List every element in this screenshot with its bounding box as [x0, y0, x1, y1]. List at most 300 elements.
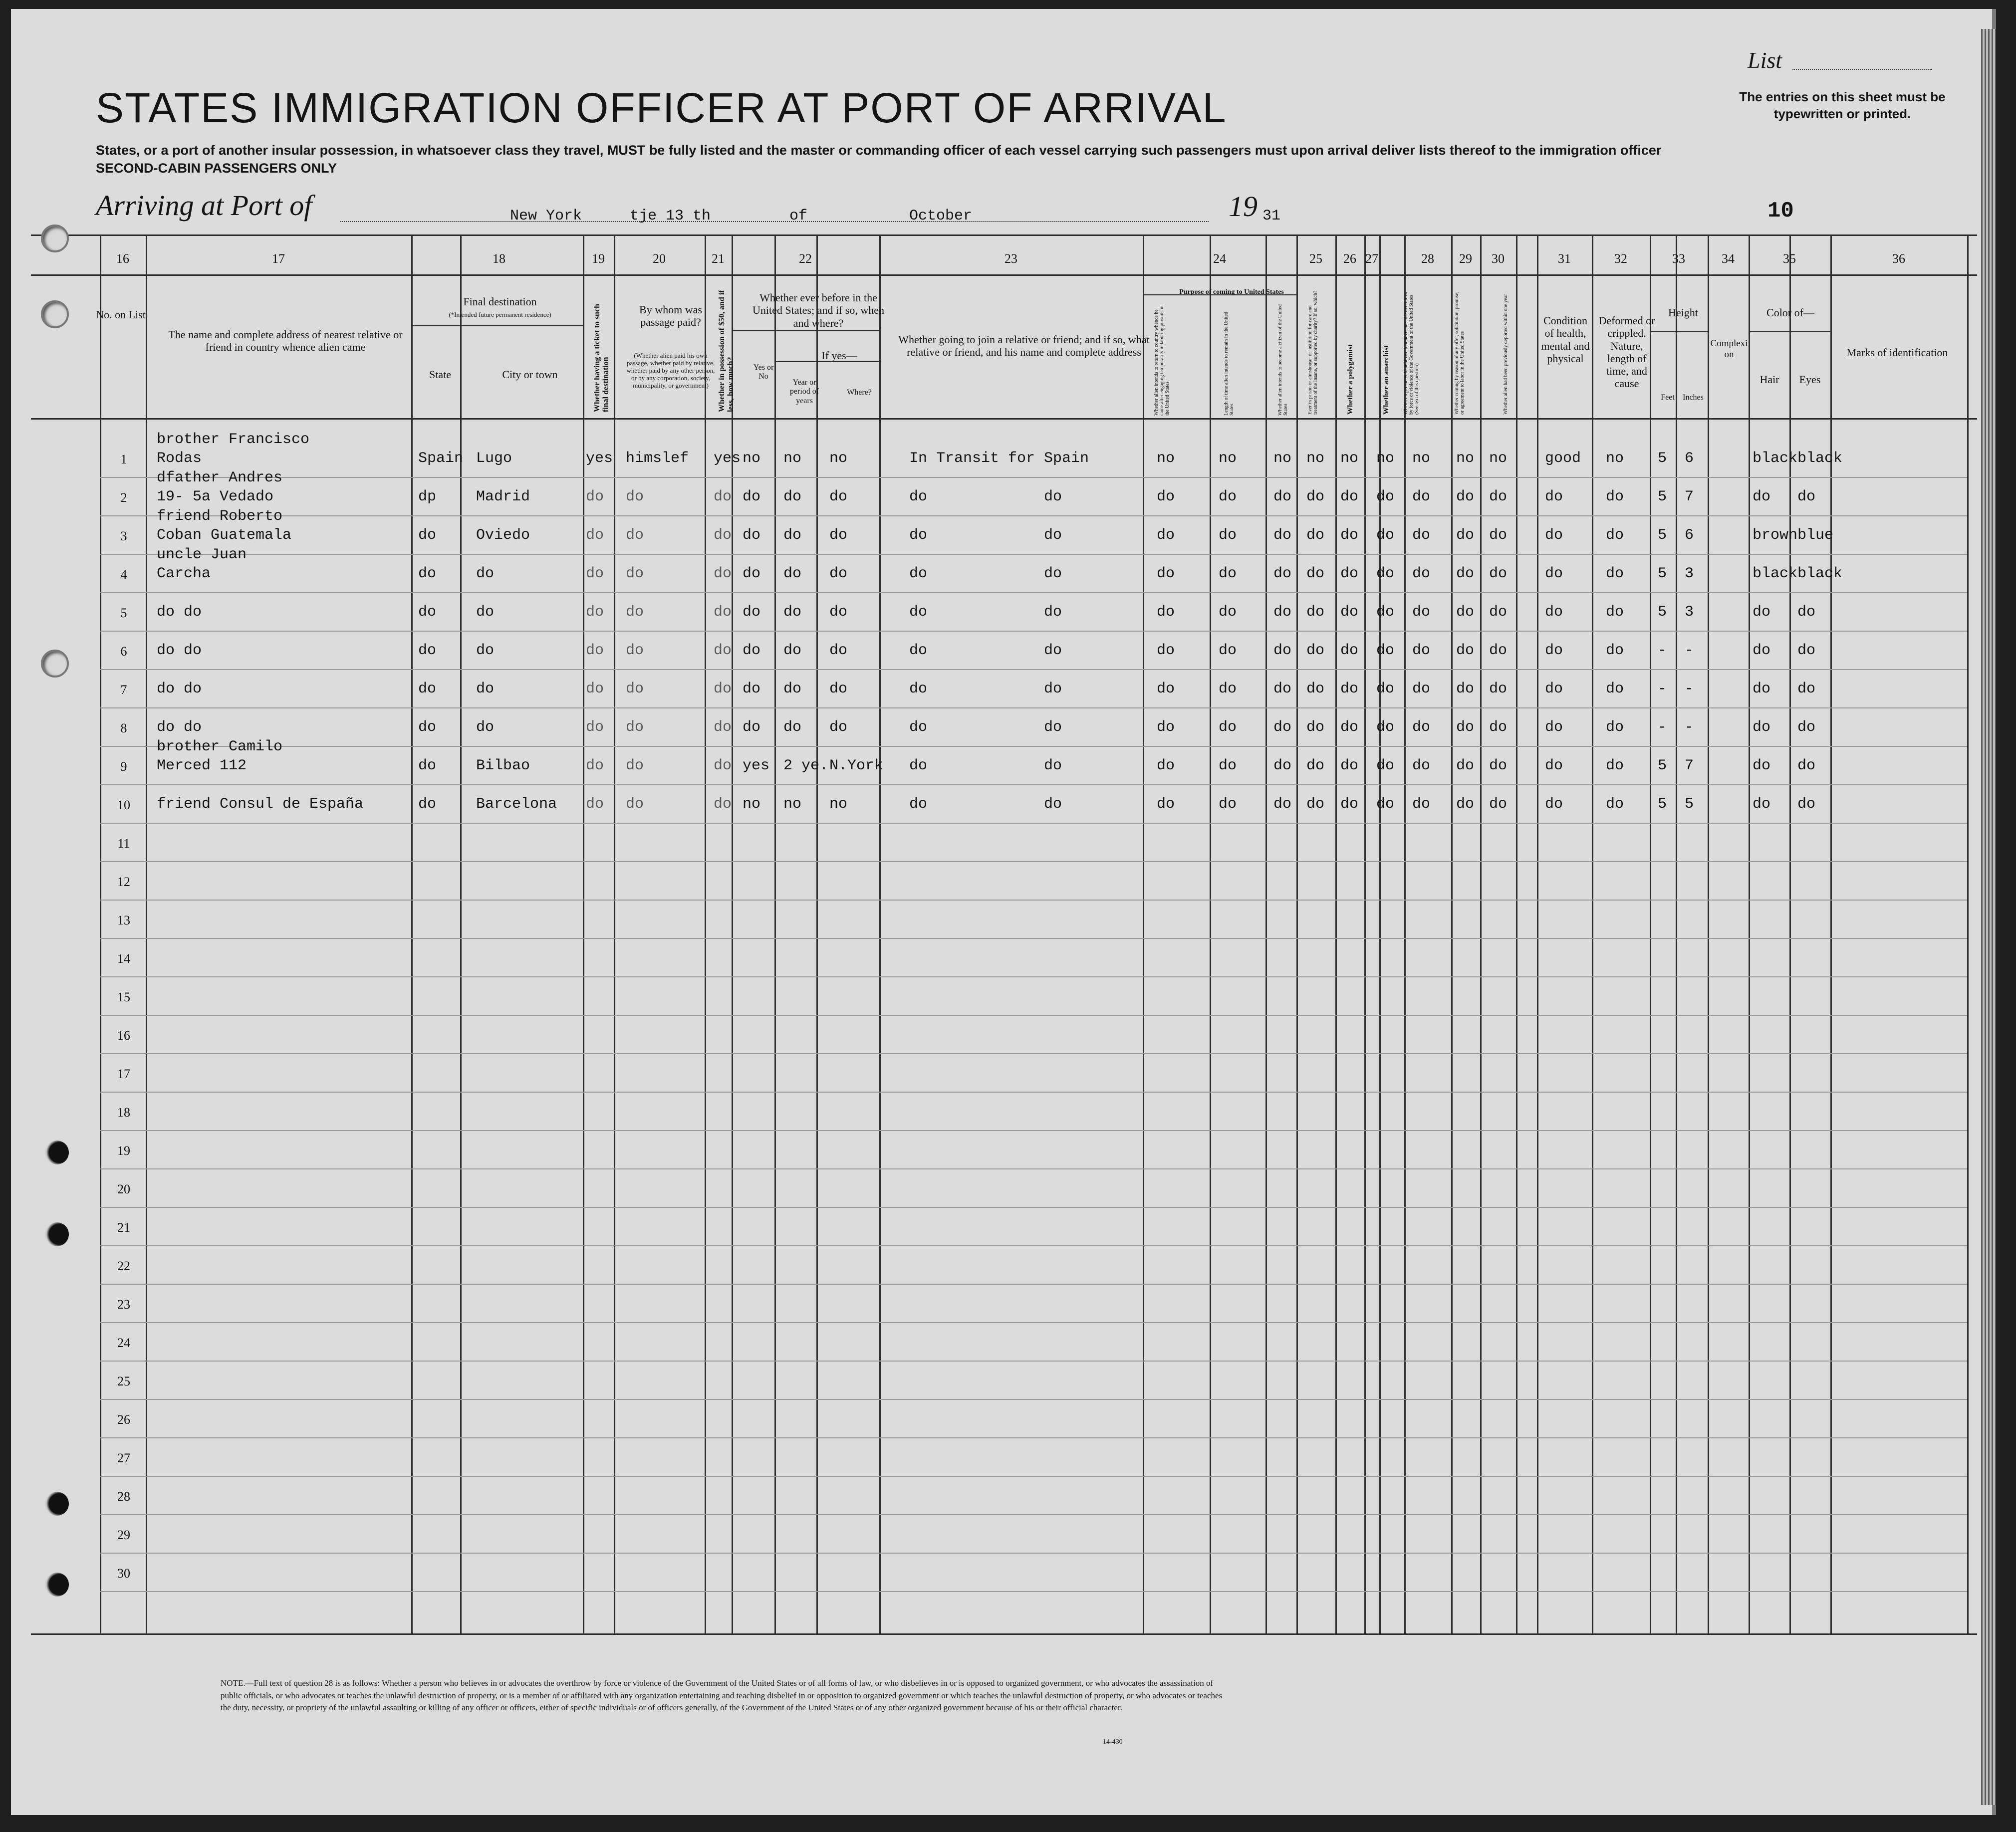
q28-cell: do — [1412, 604, 1431, 621]
purpose-return-cell: do — [1157, 604, 1175, 621]
year-suffix: 31 — [1262, 208, 1281, 225]
destination-state: do — [418, 604, 437, 621]
hair-color-cell: do — [1753, 757, 1771, 774]
money-cell: do — [714, 796, 732, 813]
column-rule — [1708, 234, 1709, 1633]
health-cell: good — [1545, 450, 1581, 467]
deformed-cell: do — [1606, 527, 1624, 544]
height-inches-cell: - — [1685, 719, 1694, 736]
relative-address: Carcha — [157, 565, 211, 582]
anarchist-cell: do — [1376, 796, 1395, 813]
header-final-destination: Final destination — [463, 295, 537, 308]
joining-cell: do — [1044, 527, 1062, 544]
passage-cell: do — [626, 681, 644, 697]
q28-cell: do — [1412, 527, 1431, 544]
anarchist-cell: no — [1376, 450, 1395, 467]
labor-offer-cell: do — [1456, 796, 1475, 813]
period-cell: do — [783, 527, 802, 544]
column-number: 27 — [1365, 251, 1378, 266]
destination-city: do — [476, 642, 495, 659]
column-rule — [1364, 234, 1366, 1633]
port-name: New York — [510, 208, 582, 225]
height-feet-cell: - — [1658, 719, 1667, 736]
joining-cell: do — [1044, 719, 1062, 736]
row-rule — [100, 1284, 1967, 1285]
purpose-length-cell: do — [1219, 488, 1237, 505]
row-rule — [100, 1399, 1967, 1400]
polygamist-cell: do — [1340, 681, 1359, 697]
purpose-length-cell: do — [1219, 796, 1237, 813]
purpose-length-cell: do — [1219, 604, 1237, 621]
purpose-citizen-cell: do — [1273, 796, 1292, 813]
row-number: 17 — [117, 1067, 130, 1081]
hair-color-cell: black — [1753, 565, 1798, 582]
column-rule — [774, 234, 776, 1633]
deformed-cell: do — [1606, 642, 1624, 659]
labor-offer-cell: do — [1456, 681, 1475, 697]
column-rule — [1451, 234, 1453, 1633]
prison-cell: no — [1306, 450, 1325, 467]
relative-name: friend Roberto — [157, 508, 283, 525]
prison-cell: do — [1306, 681, 1325, 697]
prison-cell: do — [1306, 604, 1325, 621]
row-number: 30 — [117, 1566, 130, 1581]
column-rule — [146, 234, 147, 1633]
joining-cell: do — [909, 642, 928, 659]
polygamist-cell: do — [1340, 719, 1359, 736]
row-rule — [100, 900, 1967, 901]
column-rule — [1592, 234, 1593, 1633]
row-rule — [100, 554, 1967, 555]
q28-cell: do — [1412, 565, 1431, 582]
row-rule — [100, 823, 1967, 824]
column-number: 18 — [493, 251, 505, 266]
money-cell: do — [714, 527, 732, 544]
column-number: 21 — [712, 251, 725, 266]
header-sub-rule — [1749, 331, 1830, 332]
column-rule — [732, 234, 733, 1633]
punch-hole — [41, 300, 69, 328]
polygamist-cell: do — [1340, 488, 1359, 505]
purpose-citizen-cell: no — [1273, 450, 1292, 467]
prison-cell: do — [1306, 488, 1325, 505]
polygamist-cell: do — [1340, 565, 1359, 582]
relative-address: do do — [157, 719, 202, 736]
purpose-length-cell: do — [1219, 565, 1237, 582]
eye-color-cell: do — [1797, 488, 1816, 505]
row-rule — [100, 1130, 1967, 1131]
hair-color-cell: do — [1753, 488, 1771, 505]
period-cell: do — [783, 681, 802, 697]
destination-city: Lugo — [476, 450, 512, 467]
polygamist-cell: do — [1340, 757, 1359, 774]
row-number: 11 — [117, 836, 130, 851]
hair-color-cell: brown — [1753, 527, 1798, 544]
height-feet-cell: 5 — [1658, 488, 1667, 505]
before-us-cell: do — [743, 565, 761, 582]
row-rule — [100, 592, 1967, 593]
relative-name: uncle Juan — [157, 546, 247, 563]
destination-state: do — [418, 527, 437, 544]
labor-offer-cell: do — [1456, 565, 1475, 582]
before-us-cell: no — [743, 796, 761, 813]
money-cell: do — [714, 681, 732, 697]
column-number-border — [31, 274, 1977, 276]
ticket-cell: do — [586, 565, 604, 582]
column-number: 31 — [1558, 251, 1571, 266]
header-sub-rule — [411, 325, 583, 326]
purpose-return-cell: do — [1157, 719, 1175, 736]
row-number: 18 — [117, 1105, 130, 1120]
before-us-cell: do — [743, 719, 761, 736]
purpose-citizen-cell: do — [1273, 681, 1292, 697]
row-number: 7 — [120, 683, 127, 697]
relative-address: Rodas — [157, 450, 202, 467]
destination-state: do — [418, 565, 437, 582]
height-feet-cell: 5 — [1658, 565, 1667, 582]
header-ticket: Whether having a ticket to such final destination — [593, 303, 610, 412]
anarchist-cell: do — [1376, 757, 1395, 774]
row-number: 21 — [117, 1220, 130, 1235]
deported-cell: do — [1489, 796, 1508, 813]
relative-name: dfather Andres — [157, 469, 283, 486]
purpose-return-cell: do — [1157, 565, 1175, 582]
destination-state: Spain — [418, 450, 464, 467]
row-rule — [100, 938, 1967, 939]
purpose-citizen-cell: do — [1273, 527, 1292, 544]
row-rule — [100, 784, 1967, 785]
anarchist-cell: do — [1376, 488, 1395, 505]
purpose-return-cell: do — [1157, 527, 1175, 544]
purpose-citizen-cell: do — [1273, 565, 1292, 582]
row-rule — [100, 1437, 1967, 1438]
before-us-cell: do — [743, 488, 761, 505]
labor-offer-cell: no — [1456, 450, 1475, 467]
cabin-class: SECOND-CABIN PASSENGERS ONLY — [96, 161, 337, 176]
row-rule — [100, 1322, 1967, 1323]
hair-color-cell: do — [1753, 681, 1771, 697]
hair-color-cell: do — [1753, 604, 1771, 621]
header-inches: Inches — [1683, 393, 1704, 402]
destination-state: do — [418, 719, 437, 736]
relative-name: brother Francisco — [157, 431, 310, 448]
column-number: 32 — [1614, 251, 1627, 266]
row-rule — [100, 477, 1967, 478]
arriving-line — [340, 221, 1209, 222]
height-inches-cell: 6 — [1685, 527, 1694, 544]
row-rule — [100, 1207, 1967, 1208]
ticket-cell: do — [586, 488, 604, 505]
header-hair: Hair — [1760, 373, 1779, 386]
column-number: 24 — [1213, 251, 1226, 266]
destination-city: do — [476, 604, 495, 621]
header-col30: Whether alien had been previously deported within one year — [1503, 294, 1509, 415]
relative-name: brother Camilo — [157, 738, 283, 755]
relative-address: do do — [157, 681, 202, 697]
deformed-cell: do — [1606, 604, 1624, 621]
of-label: of — [789, 208, 808, 225]
header-col25: Ever in prison or almshouse, or institution for care and treatment of the insane, or supported by charity? If so, which? — [1307, 290, 1318, 415]
column-rule — [1676, 234, 1677, 1633]
column-rule — [879, 234, 881, 1633]
header-yes-no: Yes or No — [753, 363, 774, 381]
deported-cell: no — [1489, 450, 1508, 467]
joining-cell: do — [909, 488, 928, 505]
purpose-citizen-cell: do — [1273, 604, 1292, 621]
destination-state: do — [418, 642, 437, 659]
sheet-number: 10 — [1767, 199, 1794, 224]
where-cell: do — [829, 565, 848, 582]
destination-state: do — [418, 681, 437, 697]
column-rule — [1789, 234, 1791, 1633]
hair-color-cell: do — [1753, 719, 1771, 736]
prison-cell: do — [1306, 527, 1325, 544]
where-cell: do — [829, 488, 848, 505]
labor-offer-cell: do — [1456, 488, 1475, 505]
height-feet-cell: 5 — [1658, 450, 1667, 467]
joining-cell: do — [1044, 681, 1062, 697]
punch-hole — [45, 1141, 69, 1164]
purpose-return-cell: no — [1157, 450, 1175, 467]
labor-offer-cell: do — [1456, 719, 1475, 736]
eye-color-cell: do — [1797, 681, 1816, 697]
destination-city: do — [476, 565, 495, 582]
destination-state: do — [418, 796, 437, 813]
anarchist-cell: do — [1376, 565, 1395, 582]
column-rule — [1537, 234, 1538, 1633]
destination-state: do — [418, 757, 437, 774]
header-possession: Whether in possession of $50, and if less, how much? — [718, 290, 735, 412]
row-number: 15 — [117, 990, 130, 1004]
header-bottom-border — [31, 418, 1977, 420]
joining-cell: do — [1044, 757, 1062, 774]
row-number: 27 — [117, 1451, 130, 1465]
money-cell: do — [714, 488, 732, 505]
money-cell: do — [714, 642, 732, 659]
height-inches-cell: 7 — [1685, 757, 1694, 774]
ticket-cell: do — [586, 642, 604, 659]
ticket-cell: do — [586, 796, 604, 813]
punch-hole — [45, 1573, 69, 1597]
money-cell: do — [714, 719, 732, 736]
destination-city: Barcelona — [476, 796, 557, 813]
row-number: 13 — [117, 913, 130, 927]
column-rule — [816, 234, 818, 1633]
joining-cell: do — [1044, 642, 1062, 659]
anarchist-cell: do — [1376, 527, 1395, 544]
column-number: 23 — [1005, 251, 1017, 266]
header-passage-note: (Whether alien paid his own passage, whether paid by relative, whether paid by any other person, or by any corporation, society, municipality, or government) — [626, 352, 715, 389]
purpose-return-cell: do — [1157, 796, 1175, 813]
row-rule — [100, 707, 1967, 708]
row-number: 8 — [120, 721, 127, 735]
arriving-label: Arriving at Port of — [96, 189, 312, 222]
column-number: 29 — [1459, 251, 1472, 266]
before-us-cell: yes — [743, 757, 770, 774]
column-rule — [1404, 234, 1406, 1633]
typewritten-note: The entries on this sheet must be typewritten or printed. — [1739, 89, 1946, 121]
hair-color-cell: do — [1753, 796, 1771, 813]
where-cell: N.York — [829, 757, 884, 774]
header-relative: The name and complete address of nearest relative or friend in country whence alien came — [168, 328, 403, 354]
header-purpose-b: Length of time alien intends to remain in the United States — [1224, 311, 1235, 416]
deported-cell: do — [1489, 757, 1508, 774]
form-code: 14-430 — [1103, 1738, 1123, 1746]
prison-cell: do — [1306, 719, 1325, 736]
height-inches-cell: 3 — [1685, 565, 1694, 582]
list-line — [1792, 69, 1932, 70]
purpose-length-cell: do — [1219, 681, 1237, 697]
column-number: 35 — [1783, 251, 1796, 266]
passage-cell: do — [626, 527, 644, 544]
footnote-question-28: NOTE.—Full text of question 28 is as follows: Whether a person who believes in or advocates the overthrow by force or violence of the Government of the United States or of all forms of law, or who disbelieves in or is opposed to organized government, or who advocates the assassination of public officials, or who advocates or teaches the unlawful destruction of property, or is a member of or affiliated with any organization entertaining and teaching disbelief in or opposition to organized government or which teaches the unlawful destruction of property, or who advocates or teaches the duty, necessity, or propriety of the unlawful assaulting or killing of any officer or officers, either of specific individuals or of officers generally, of the Government of the United States or of any other organized government because of his or their official character. — [221, 1678, 1223, 1713]
row-rule — [100, 1553, 1967, 1554]
ticket-cell: do — [586, 757, 604, 774]
column-rule — [583, 234, 584, 1633]
header-col26: Whether a polygamist — [1346, 344, 1354, 415]
polygamist-cell: do — [1340, 796, 1359, 813]
labor-offer-cell: do — [1456, 642, 1475, 659]
purpose-length-cell: do — [1219, 642, 1237, 659]
column-rule — [1379, 234, 1381, 1633]
money-cell: do — [714, 565, 732, 582]
eye-color-cell: do — [1797, 796, 1816, 813]
destination-city: do — [476, 681, 495, 697]
period-cell: no — [783, 450, 802, 467]
period-cell: do — [783, 642, 802, 659]
deported-cell: do — [1489, 604, 1508, 621]
where-cell: do — [829, 642, 848, 659]
punch-hole — [45, 1492, 69, 1516]
polygamist-cell: no — [1340, 450, 1359, 467]
column-number: 28 — [1421, 251, 1434, 266]
height-inches-cell: 6 — [1685, 450, 1694, 467]
relative-address: 19- 5a Vedado — [157, 488, 274, 505]
row-number: 9 — [120, 759, 127, 774]
header-no-on-list: No. on List — [96, 308, 146, 321]
header-complexion: Complexion — [1710, 338, 1748, 360]
header-col29: Whether coming by reason of any offer, solicitation, promise, or agreement to labor in the United States — [1454, 291, 1465, 415]
table-bottom-border — [31, 1633, 1977, 1635]
height-inches-cell: - — [1685, 642, 1694, 659]
anarchist-cell: do — [1376, 604, 1395, 621]
header-if-yes: If yes— — [821, 349, 857, 362]
column-rule — [411, 234, 413, 1633]
destination-city: Bilbao — [476, 757, 530, 774]
row-rule — [100, 1092, 1967, 1093]
row-rule — [100, 1168, 1967, 1169]
row-rule — [100, 1245, 1967, 1246]
anarchist-cell: do — [1376, 642, 1395, 659]
form-title: STATES IMMIGRATION OFFICER AT PORT OF ARRIVAL — [96, 84, 1227, 131]
joining-cell: do — [1044, 796, 1062, 813]
row-number: 16 — [117, 1028, 130, 1043]
row-number: 6 — [120, 644, 127, 659]
header-before-us: Whether ever before in the United States; and if so, when and where? — [753, 291, 884, 329]
height-feet-cell: - — [1658, 642, 1667, 659]
joining-cell: In Transit for Spain — [909, 450, 1089, 467]
row-number: 22 — [117, 1259, 130, 1273]
arrival-month: October — [909, 208, 973, 225]
row-rule — [100, 669, 1967, 670]
purpose-return-cell: do — [1157, 642, 1175, 659]
polygamist-cell: do — [1340, 604, 1359, 621]
ticket-cell: do — [586, 681, 604, 697]
period-cell: do — [783, 604, 802, 621]
height-inches-cell: 3 — [1685, 604, 1694, 621]
labor-offer-cell: do — [1456, 604, 1475, 621]
height-feet-cell: - — [1658, 681, 1667, 697]
eye-color-cell: do — [1797, 719, 1816, 736]
passage-cell: do — [626, 719, 644, 736]
row-number: 28 — [117, 1489, 130, 1504]
q28-cell: do — [1412, 757, 1431, 774]
purpose-return-cell: do — [1157, 488, 1175, 505]
before-us-cell: do — [743, 681, 761, 697]
ticket-cell: do — [586, 719, 604, 736]
relative-address: do do — [157, 642, 202, 659]
row-rule — [100, 515, 1967, 516]
period-cell: do — [783, 565, 802, 582]
joining-cell: do — [909, 604, 928, 621]
before-us-cell: do — [743, 604, 761, 621]
header-period: Year or period of years — [789, 378, 819, 405]
row-number: 10 — [117, 798, 130, 812]
height-inches-cell: - — [1685, 681, 1694, 697]
relative-address: friend Consul de España — [157, 796, 364, 813]
height-inches-cell: 7 — [1685, 488, 1694, 505]
column-rule — [1335, 234, 1337, 1633]
passage-cell: do — [626, 488, 644, 505]
header-col27: Whether an anarchist — [1382, 345, 1390, 415]
purpose-return-cell: do — [1157, 681, 1175, 697]
before-us-cell: do — [743, 527, 761, 544]
polygamist-cell: do — [1340, 527, 1359, 544]
deported-cell: do — [1489, 719, 1508, 736]
purpose-citizen-cell: do — [1273, 719, 1292, 736]
labor-offer-cell: do — [1456, 757, 1475, 774]
column-rule — [705, 234, 706, 1633]
column-number: 34 — [1722, 251, 1735, 266]
header-purpose-c: Whether alien intends to become a citizen of the United States — [1277, 304, 1288, 416]
period-cell: do — [783, 488, 802, 505]
row-number: 20 — [117, 1182, 130, 1196]
money-cell: yes — [714, 450, 741, 467]
where-cell: no — [829, 450, 848, 467]
column-rule — [100, 234, 101, 1633]
punch-hole — [41, 225, 69, 252]
eye-color-cell: blue — [1797, 527, 1834, 544]
period-cell: 2 ye. — [783, 757, 829, 774]
column-rule — [1830, 234, 1832, 1633]
prison-cell: do — [1306, 796, 1325, 813]
purpose-length-cell: do — [1219, 757, 1237, 774]
form-instruction: States, or a port of another insular possession, in whatsoever class they travel, MUST be fully listed and the master or commanding officer of each vessel carrying such passengers must upon arrival deliver lists thereof to the immigration officer — [96, 143, 1662, 158]
header-color-of: Color of— — [1766, 306, 1814, 319]
passage-cell: do — [626, 565, 644, 582]
row-number: 12 — [117, 875, 130, 889]
column-rule — [460, 234, 462, 1633]
health-cell: do — [1545, 604, 1563, 621]
row-number: 4 — [120, 567, 127, 582]
row-number: 2 — [120, 490, 127, 505]
height-feet-cell: 5 — [1658, 757, 1667, 774]
where-cell: do — [829, 681, 848, 697]
row-number: 29 — [117, 1528, 130, 1542]
column-number: 33 — [1672, 251, 1685, 266]
row-rule — [100, 1476, 1967, 1477]
anarchist-cell: do — [1376, 681, 1395, 697]
